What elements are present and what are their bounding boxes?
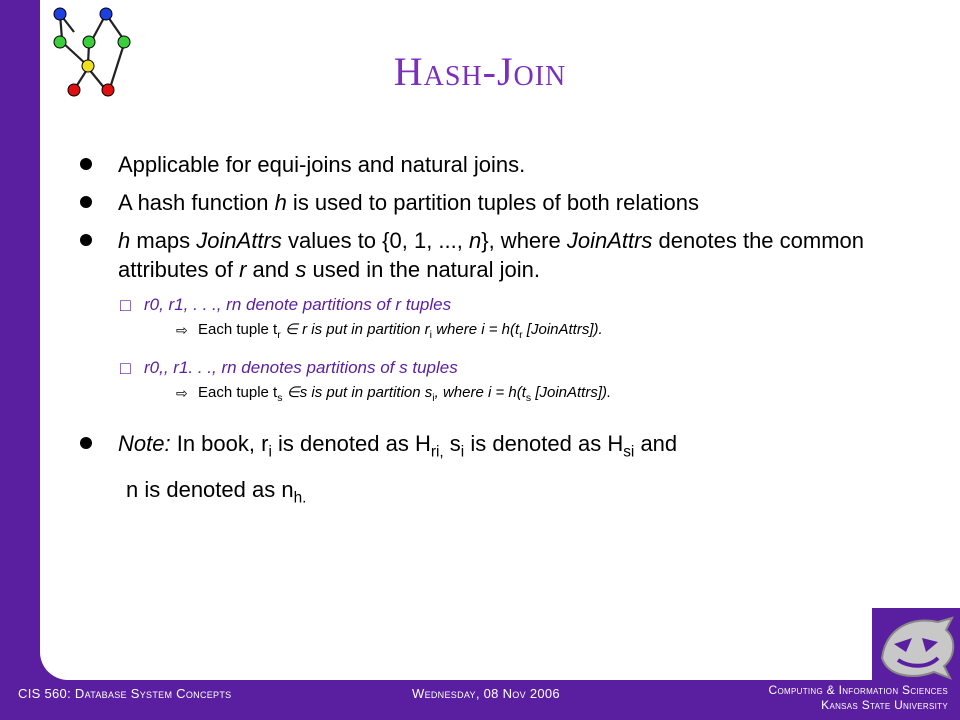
note-1c: s [443,431,461,456]
bullet-3-h: h [118,228,131,253]
powercat-icon [872,608,960,686]
note-2a: n is denoted as n [126,477,294,503]
arrow-marker-icon: ⇨ [176,322,188,338]
slide-content [80,150,880,514]
subsub-bullet-2 [80,382,880,409]
subsub-1-end: [JoinAttrs]). [522,321,603,338]
slide-title: Hash-Join [393,49,567,94]
subsub-1-sub2: i [429,329,433,341]
footer-dept: Computing & Information Sciences [768,683,948,697]
note-sub-i2: i [460,443,465,461]
arrow-marker-icon: ⇨ [176,385,188,401]
bullet-3-r: r [239,257,247,282]
bullet-3-t1: maps [130,228,197,253]
bullet-3-joinattrs-2: JoinAttrs [566,228,653,253]
sub-bullet-1 [80,293,880,317]
subsub-2-sub: s [277,392,283,404]
bullet-2-h: h [274,190,287,215]
sub-marker-icon: □ [120,358,131,378]
sub-bullet-2 [80,356,880,380]
bullet-2-pre: A hash function [118,190,275,215]
bullet-3-joinattrs: JoinAttrs [196,228,282,253]
bullet-3-s: s [295,257,307,282]
sub-bullet-1-text: r0, r1, . . ., rn denote partitions of r tuples [144,295,452,314]
bullet-3 [80,226,880,284]
sub-bullet-2-text: r0,, r1. . ., rn denotes partitions of s tuples [144,358,458,377]
subsub-2-end: [JoinAttrs]). [531,384,612,401]
subsub-2-sub3: s [525,392,532,404]
bullet-3-t4: denotes the common attributes of [118,228,865,282]
footer-course: CIS 560: Database System Concepts [18,686,232,701]
subsub-1-sub3: r [519,329,523,341]
note-label: Note: [118,431,171,456]
note-1e: and [634,431,678,456]
subsub-1-mid: ∈ r is put in partition r [280,321,430,338]
bullet-1-text: Applicable for equi-joins and natural joins. [118,152,526,177]
bullet-2-post: is used to partition tuples of both relations [286,190,699,215]
subsub-1-sub: r [277,329,281,341]
note-1a: In book, r [170,431,269,456]
bullet-3-t5: and [246,257,296,282]
bullet-dot-icon [80,437,92,449]
subsub-1-pre: Each tuple t [198,321,278,338]
note-sub-si: si [623,443,635,461]
note-1d: is denoted as H [464,431,624,456]
bullet-dot-icon [80,196,92,208]
bullet-3-n: n [468,228,482,253]
subsub-2-post: , where i = h(t [434,384,526,401]
sub-marker-icon: □ [120,295,131,315]
note-line-2 [80,475,880,513]
left-frame-bar [0,0,40,720]
powercat-logo [872,608,960,686]
bullet-dot-icon [80,158,92,170]
subsub-bullet-1 [80,319,880,346]
bullet-3-t3: }, where [481,228,567,253]
bullet-dot-icon [80,234,92,246]
bullet-2 [80,188,880,217]
subsub-2-sub2: i [432,392,435,404]
note-sub-i: i [268,443,272,461]
bullet-3-t2: values to {0, 1, ..., [281,228,469,253]
footer-university: Kansas State University [821,698,948,712]
note-bullet [80,429,880,466]
note-1b: is denoted as H [271,431,431,456]
subsub-2-mid: ∈s is put in partition s [282,384,433,401]
note-sub-ri: ri, [430,443,444,461]
footer-date: Wednesday, 08 Nov 2006 [412,686,560,701]
footer-institution [769,683,948,713]
subsub-2-pre: Each tuple t [198,384,278,401]
note-sub-h: h. [293,489,307,507]
bullet-3-t6: used in the natural join. [306,257,540,282]
bullet-1 [80,150,880,179]
subsub-1-post: where i = h(t [432,321,520,338]
